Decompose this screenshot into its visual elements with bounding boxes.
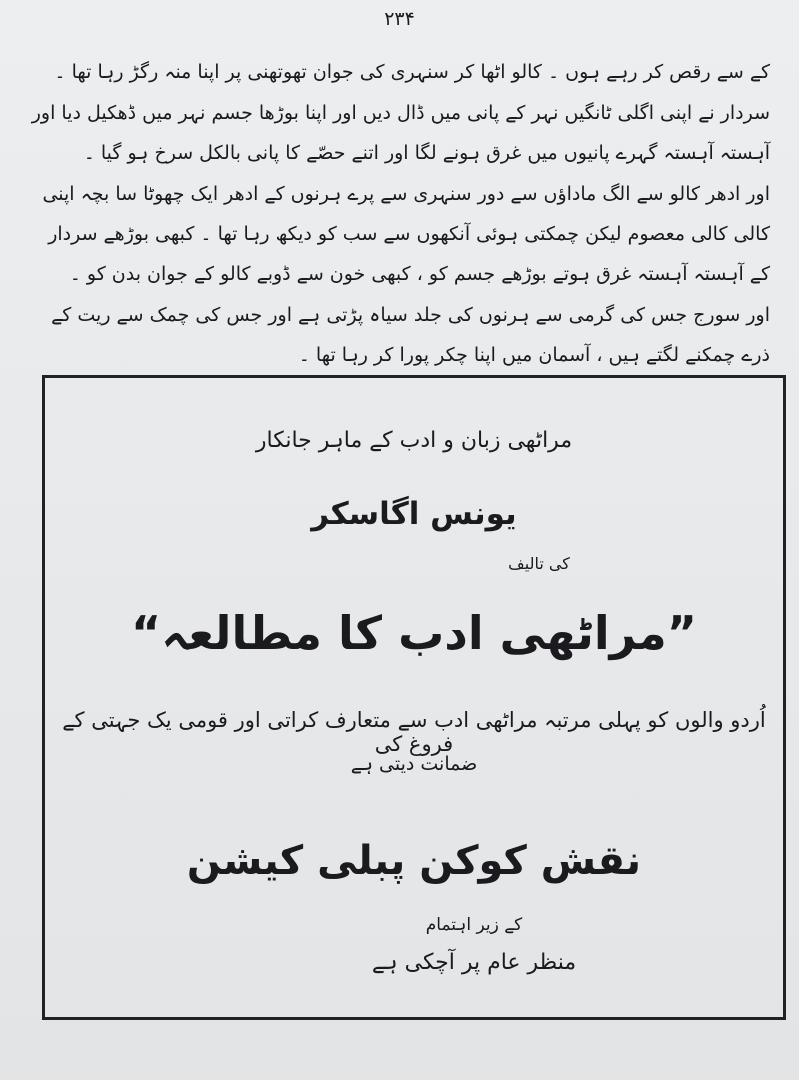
author-name: یونس اگاسکر	[311, 496, 517, 532]
story-text	[28, 52, 770, 376]
publisher-name: نقش کوکن پبلی کیشن	[186, 838, 642, 884]
book-description: اُردو والوں کو پہلی مرتبہ مراٹھی ادب سے متعارف کراتی اور قومی یک جہتی کے فروغ کی	[62, 708, 766, 756]
paragraph: سردار نے اپنی اگلی ٹانگیں نہر کے پانی میں ڈال دیں اور اپنا بوڑھا جسم نہر میں ڈھکیل دیا اور آہستہ آہستہ گہرے پانیوں میں غرق ہونے لگا اور اتنے حصّے کا پانی بالکل سرخ ہو گیا ۔	[31, 102, 770, 164]
paragraph: اور سورج جس کی گرمی سے ہرنوں کی جلد سیاہ پڑتی ہے اور جس کی چمک سے ریت کے ذرے چمکنے لگتے ہیں ، آسمان میں اپنا چکر پورا کر رہا تھا ۔	[51, 304, 770, 366]
paragraph: اور ادھر کالو سے الگ ماداؤں سے دور سنہری سے پرے ہرنوں کے ادھر ایک چھوٹا سا بچہ اپنی کالی کالی معصوم لیکن چمکتی ہوئی آنکھوں سے سب کو دیکھ رہا تھا ۔ کبھی بوڑھے سردار کے آہستہ آہستہ غرق ہوتے بوڑھے جسم کو ، کبھی خون سے ڈوبے کالو کے جوان بدن کو ۔	[42, 183, 770, 285]
compiled-by-label: کی تالیف	[508, 554, 570, 573]
author-intro: مراٹھی زبان و ادب کے ماہر جانکار	[255, 428, 573, 453]
book-title: ”مراٹھی ادب کا مطالعہ“	[131, 606, 697, 660]
book-description-continued: ضمانت دیتی ہے	[350, 753, 478, 775]
page-number: ۲۳۴	[384, 8, 415, 30]
supervision-label: کے زیر اہتمام	[425, 915, 523, 935]
published-status: منظر عام پر آچکی ہے	[371, 950, 577, 975]
paragraph: کے سے رقص کر رہے ہوں ۔ کالو اٹھا کر سنہری کی جوان تھوتھنی پر اپنا منہ رگڑ رہا تھا ۔	[54, 61, 770, 83]
book-advertisement-box	[42, 375, 786, 1020]
